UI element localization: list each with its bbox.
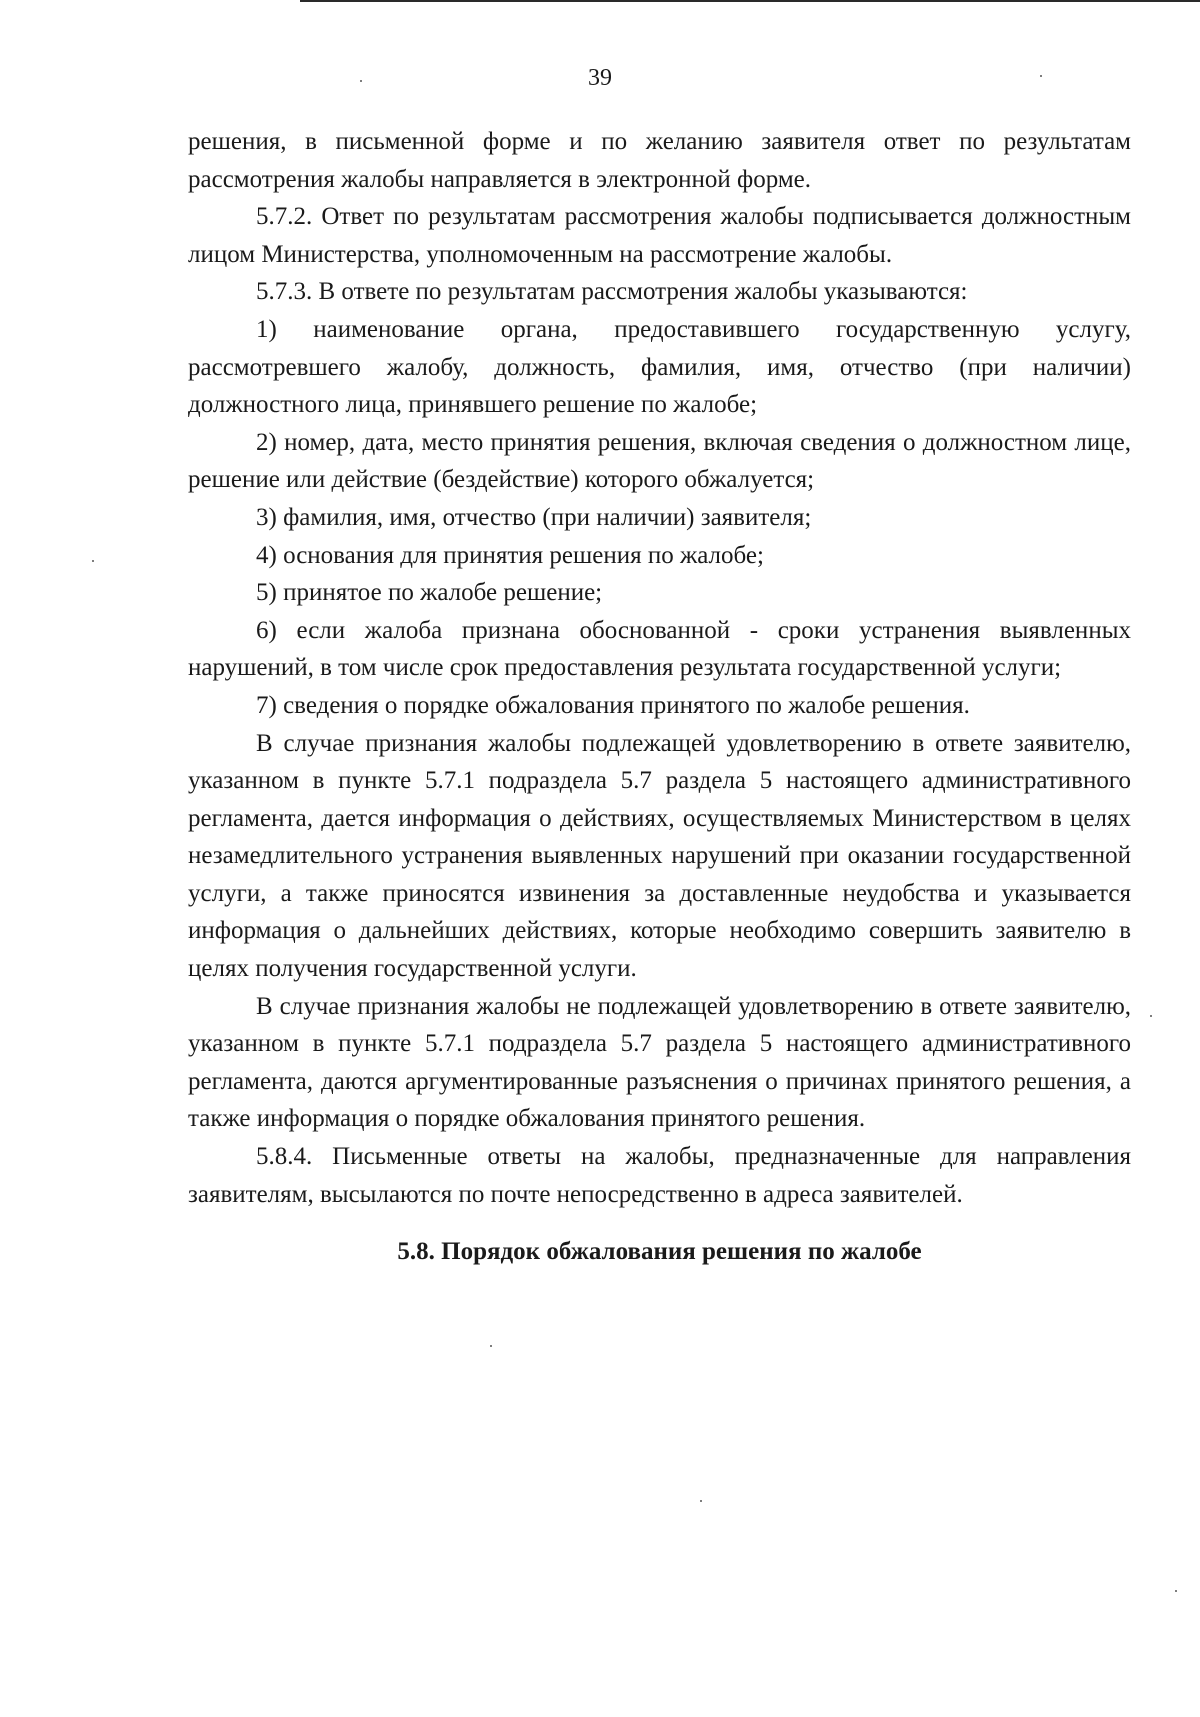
page-number: 39 (588, 65, 612, 91)
list-item-7: 7) сведения о порядке обжалования принятого по жалобе решения. (256, 691, 970, 719)
list-item-1: 1) наименование органа, предоставившего государственную услугу, рассмотревшего жалобу, должность, фамилия, имя, отчество (при наличии) должностного лица, принявшего решение по жалобе; (188, 315, 1131, 419)
scan-speck (1040, 75, 1042, 77)
paragraph-continuation: решения, в письменной форме и по желанию заявителя ответ по результатам рассмотрения жалобы направляется в электронной форме. (188, 128, 1131, 193)
paragraph-5-7-2: 5.7.2. Ответ по результатам рассмотрения жалобы подписывается должностным лицом Министерства, уполномоченным на рассмотрение жалобы. (188, 203, 1131, 268)
paragraph-unsatisfied-case: В случае признания жалобы не подлежащей удовлетворению в ответе заявителю, указанном в пункте 5.7.1 подраздела 5.7 раздела 5 настоящего административного регламента, даются аргументированные разъяснения о причинах принятого решения, а также информация о порядке обжалования принятого решения. (188, 992, 1131, 1133)
paragraph-satisfied-case: В случае признания жалобы подлежащей удовлетворению в ответе заявителю, указанном в пункте 5.7.1 подраздела 5.7 раздела 5 настоящего административного регламента, дается информация о действиях, осуществляемых Министерством в целях незамедлительного устранения выявленных нарушений при оказании государственной услуги, а также приносятся извинения за доставленные неудобства и указывается информация о дальнейших действиях, которые необходимо совершить заявителю в целях получения государственной услуги. (188, 729, 1131, 983)
section-heading: 5.8. Порядок обжалования решения по жалобе (397, 1238, 922, 1266)
paragraph-5-7-3: 5.7.3. В ответе по результатам рассмотрения жалобы указываются: (256, 278, 968, 306)
scan-speck (1175, 1590, 1177, 1592)
paragraph-5-8-4: 5.8.4. Письменные ответы на жалобы, предназначенные для направления заявителям, высылаются по почте непосредственно в адреса заявителей. (188, 1143, 1131, 1208)
list-item-3: 3) фамилия, имя, отчество (при наличии) заявителя; (256, 503, 812, 531)
document-body (188, 123, 1131, 1271)
list-item-5: 5) принятое по жалобе решение; (256, 579, 603, 607)
scan-speck (490, 1345, 492, 1347)
scan-edge-line (300, 0, 1200, 2)
scan-speck (700, 1500, 702, 1502)
list-item-6: 6) если жалоба признана обоснованной - сроки устранения выявленных нарушений, в том числе срок предоставления результата государственной услуги; (188, 616, 1131, 682)
list-item-2: 2) номер, дата, место принятия решения, включая сведения о должностном лице, решение или действие (бездействие) которого обжалуется; (188, 428, 1131, 494)
scan-speck (1150, 1015, 1152, 1017)
scan-speck (360, 80, 362, 82)
scan-speck (92, 560, 94, 562)
list-item-4: 4) основания для принятия решения по жалобе; (256, 541, 764, 569)
